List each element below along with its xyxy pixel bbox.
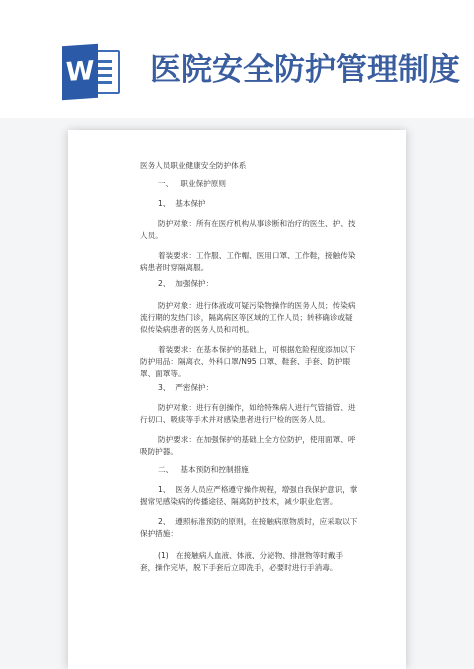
word-icon-badge: W [62,44,98,101]
document-paragraph: 防护对象：进行有创操作，如给特殊病人进行气管插管、进行切口、吸痰等手术并对感染患者进行尸检的医务人员。 [140,403,356,424]
document-paragraph: 防护对象：进行体液或可疑污染物操作的医务人员；传染病流行期的发热门诊，隔离病区等区域的工作人员；转移确诊或疑似传染病患者的医务人员和司机。 [140,301,356,334]
word-icon [62,45,124,99]
document-paragraph: 医务人员职业健康安全防护体系 [140,161,247,170]
document-paragraph: (1) 在接触病人血液、体液、分泌物、排泄物等时戴手套，操作完毕，脱下手套后立即洗手，必要时进行手消毒。 [140,551,344,572]
document-paragraph: 防护要求：在加强保护的基础上全方位防护，使用面罩、呼吸防护器。 [140,435,356,456]
document-page [68,130,406,669]
document-paragraph: 2、 遵照标准预防的原则，在接触病原物质时，应采取以下保护措施： [140,517,358,538]
document-paragraph: 着装要求：在基本保护的基础上，可根据危险程度添加以下防护用品：隔离衣、外科口罩/N95 口罩、鞋套、手套、防护眼罩、面罩等。 [140,345,356,378]
document-paragraph: 防护对象：所有在医疗机构从事诊断和治疗的医生、护、技人员。 [140,219,356,240]
document-paragraph: 1、 医务人员应严格遵守操作规程，增强自我保护意识，掌握常见感染病的传播途径、隔离防护技术，减少职业危害。 [140,485,358,506]
document-paragraph: 一、 职业保护原则 [158,179,226,188]
document-paragraph: 3、 严密保护： [158,383,214,392]
document-paragraph: 二、 基本预防和控制措施 [158,465,249,474]
document-header [0,0,474,118]
document-body [140,160,358,574]
document-paragraph: 着装要求：工作服、工作帽、医用口罩、工作鞋，接触传染病患者时穿隔离服。 [140,251,356,272]
document-paragraph: 1、 基本保护 [158,199,206,208]
document-title: 医院安全防护管理制度 [150,52,460,88]
document-paragraph: 2、 加强保护： [158,279,214,288]
